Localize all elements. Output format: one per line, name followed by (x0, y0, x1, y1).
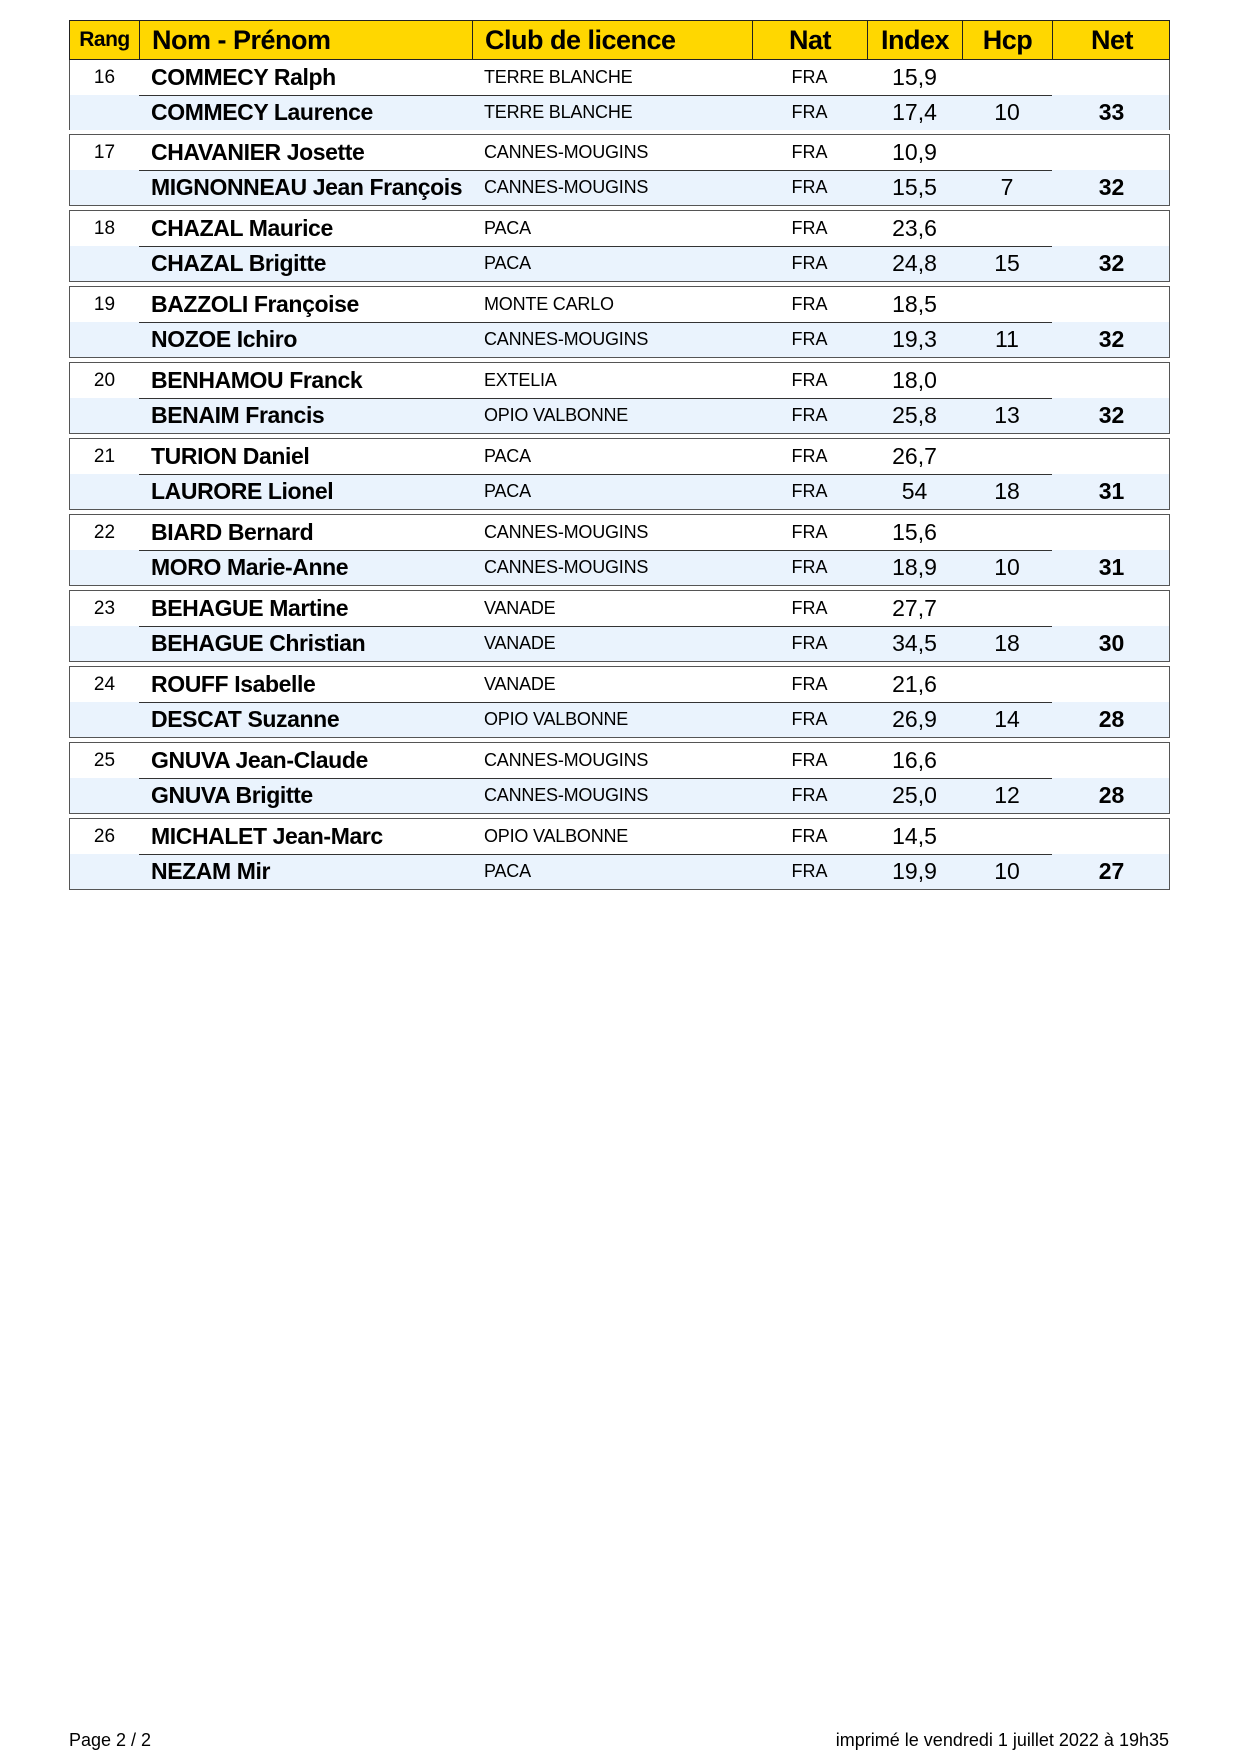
hcp-value: 10 (994, 554, 1020, 580)
nationality: FRA (791, 598, 828, 618)
index-value: 27,7 (892, 595, 937, 621)
hcp-value (962, 60, 1052, 95)
nationality: FRA (791, 633, 828, 653)
row-divider (139, 626, 1052, 627)
club-name: CANNES-MOUGINS (484, 142, 649, 162)
header-nom: Nom - Prénom (139, 21, 472, 59)
club-name: VANADE (484, 598, 556, 618)
index-value: 16,6 (892, 747, 937, 773)
rank-cell (70, 626, 139, 661)
rank-cell (70, 322, 139, 357)
club-name: EXTELIA (484, 370, 557, 390)
team-block (69, 286, 1170, 358)
nationality: FRA (791, 253, 828, 273)
team-block (69, 438, 1170, 510)
nationality: FRA (791, 294, 828, 314)
player-name: MORO Marie-Anne (151, 554, 349, 580)
hcp-value (962, 211, 1052, 246)
net-score (1052, 60, 1171, 95)
net-score (1052, 667, 1171, 702)
club-name: CANNES-MOUGINS (484, 785, 649, 805)
index-value: 25,8 (892, 402, 937, 428)
rank-cell: 23 (93, 597, 116, 619)
hcp-value: 18 (994, 478, 1020, 504)
player-name: DESCAT Suzanne (151, 706, 340, 732)
net-score: 32 (1098, 326, 1125, 352)
nationality: FRA (791, 67, 828, 87)
player-row (70, 515, 1169, 550)
nationality: FRA (791, 750, 828, 770)
rank-cell (70, 550, 139, 585)
hcp-value: 15 (994, 250, 1020, 276)
hcp-value: 14 (994, 706, 1020, 732)
rank-cell (70, 702, 139, 737)
nationality: FRA (791, 218, 828, 238)
index-value: 19,3 (892, 326, 937, 352)
team-block (69, 590, 1170, 662)
rank-cell: 24 (93, 673, 116, 695)
team-block (69, 362, 1170, 434)
page-number: Page 2 / 2 (69, 1730, 152, 1750)
rank-cell: 19 (93, 293, 116, 315)
net-score: 27 (1098, 858, 1125, 884)
player-name: MICHALET Jean-Marc (151, 823, 383, 849)
index-value: 18,5 (892, 291, 937, 317)
index-value: 23,6 (892, 215, 937, 241)
net-score: 32 (1098, 250, 1125, 276)
team-block (69, 134, 1170, 206)
hcp-value (962, 135, 1052, 170)
nationality: FRA (791, 522, 828, 542)
hcp-value: 12 (994, 782, 1020, 808)
rank-cell: 21 (93, 445, 116, 467)
club-name: CANNES-MOUGINS (484, 522, 649, 542)
header-club: Club de licence (472, 21, 752, 59)
results-table (69, 20, 1170, 890)
rank-cell (70, 95, 139, 130)
net-score: 33 (1098, 99, 1125, 125)
index-value: 26,9 (892, 706, 937, 732)
net-score: 28 (1098, 706, 1125, 732)
rank-cell: 17 (93, 141, 116, 163)
player-row (70, 626, 1169, 661)
club-name: PACA (484, 253, 531, 273)
rank-cell (70, 778, 139, 813)
player-row (70, 398, 1169, 433)
club-name: CANNES-MOUGINS (484, 177, 649, 197)
row-divider (139, 398, 1052, 399)
player-row (70, 439, 1169, 474)
club-name: CANNES-MOUGINS (484, 329, 649, 349)
net-score (1052, 743, 1171, 778)
index-value: 18,0 (892, 367, 937, 393)
player-name: NOZOE Ichiro (151, 326, 297, 352)
club-name: VANADE (484, 633, 556, 653)
hcp-value (962, 591, 1052, 626)
rank-cell: 16 (93, 66, 116, 88)
row-divider (139, 702, 1052, 703)
rank-cell: 20 (93, 369, 116, 391)
rank-cell (70, 474, 139, 509)
club-name: TERRE BLANCHE (484, 67, 633, 87)
player-name: NEZAM Mir (151, 858, 271, 884)
player-name: GNUVA Brigitte (151, 782, 313, 808)
index-value: 14,5 (892, 823, 937, 849)
player-name: BAZZOLI Françoise (151, 291, 359, 317)
nationality: FRA (791, 102, 828, 122)
club-name: MONTE CARLO (484, 294, 614, 314)
row-divider (139, 778, 1052, 779)
player-row (70, 591, 1169, 626)
player-row (70, 743, 1169, 778)
nationality: FRA (791, 674, 828, 694)
net-score (1052, 819, 1171, 854)
player-name: COMMECY Ralph (151, 64, 336, 90)
index-value: 18,9 (892, 554, 937, 580)
club-name: PACA (484, 446, 531, 466)
row-divider (139, 550, 1052, 551)
hcp-value (962, 743, 1052, 778)
player-name: MIGNONNEAU Jean François (151, 174, 463, 200)
net-score: 32 (1098, 174, 1125, 200)
nationality: FRA (791, 177, 828, 197)
hcp-value: 10 (994, 858, 1020, 884)
rank-cell (70, 398, 139, 433)
net-score (1052, 135, 1171, 170)
rank-cell: 22 (93, 521, 116, 543)
hcp-value: 18 (994, 630, 1020, 656)
team-list (69, 60, 1170, 890)
row-divider (139, 95, 1052, 96)
player-name: CHAZAL Brigitte (151, 250, 327, 276)
nationality: FRA (791, 481, 828, 501)
player-row (70, 778, 1169, 813)
header-net: Net (1052, 21, 1171, 59)
net-score (1052, 211, 1171, 246)
club-name: OPIO VALBONNE (484, 709, 629, 729)
index-value: 54 (901, 478, 928, 504)
print-date: imprimé le vendredi 1 juillet 2022 à 19h35 (835, 1730, 1169, 1750)
table-header (69, 20, 1170, 60)
nationality: FRA (791, 826, 828, 846)
net-score: 30 (1098, 630, 1125, 656)
nationality: FRA (791, 709, 828, 729)
team-block (69, 818, 1170, 890)
index-value: 15,6 (892, 519, 937, 545)
hcp-value: 7 (1000, 174, 1014, 200)
club-name: VANADE (484, 674, 556, 694)
player-row (70, 60, 1169, 95)
club-name: OPIO VALBONNE (484, 826, 629, 846)
index-value: 25,0 (892, 782, 937, 808)
team-block (69, 666, 1170, 738)
hcp-value (962, 363, 1052, 398)
index-value: 21,6 (892, 671, 937, 697)
net-score (1052, 439, 1171, 474)
player-row (70, 95, 1169, 130)
player-row (70, 246, 1169, 281)
row-divider (139, 854, 1052, 855)
club-name: CANNES-MOUGINS (484, 750, 649, 770)
index-value: 15,9 (892, 64, 937, 90)
player-name: BENHAMOU Franck (151, 367, 363, 393)
nationality: FRA (791, 142, 828, 162)
header-index: Index (867, 21, 962, 59)
player-row (70, 287, 1169, 322)
rank-cell: 26 (93, 825, 116, 847)
header-hcp: Hcp (962, 21, 1052, 59)
player-name: CHAZAL Maurice (151, 215, 333, 241)
rank-cell (70, 854, 139, 889)
net-score (1052, 515, 1171, 550)
player-row (70, 854, 1169, 889)
player-row (70, 550, 1169, 585)
rank-cell: 25 (93, 749, 116, 771)
row-divider (139, 170, 1052, 171)
club-name: TERRE BLANCHE (484, 102, 633, 122)
player-row (70, 322, 1169, 357)
net-score (1052, 287, 1171, 322)
player-name: COMMECY Laurence (151, 99, 373, 125)
row-divider (139, 322, 1052, 323)
nationality: FRA (791, 370, 828, 390)
index-value: 19,9 (892, 858, 937, 884)
club-name: PACA (484, 218, 531, 238)
index-value: 15,5 (892, 174, 937, 200)
club-name: PACA (484, 481, 531, 501)
team-block (69, 514, 1170, 586)
player-row (70, 170, 1169, 205)
index-value: 26,7 (892, 443, 937, 469)
club-name: PACA (484, 861, 531, 881)
net-score: 32 (1098, 402, 1125, 428)
team-block (69, 60, 1170, 130)
player-row (70, 667, 1169, 702)
index-value: 24,8 (892, 250, 937, 276)
hcp-value: 13 (994, 402, 1020, 428)
hcp-value (962, 439, 1052, 474)
player-name: ROUFF Isabelle (151, 671, 316, 697)
player-name: BENAIM Francis (151, 402, 325, 428)
player-name: BEHAGUE Christian (151, 630, 366, 656)
player-name: LAURORE Lionel (151, 478, 334, 504)
nationality: FRA (791, 861, 828, 881)
row-divider (139, 474, 1052, 475)
hcp-value (962, 287, 1052, 322)
hcp-value: 11 (995, 326, 1019, 352)
net-score: 31 (1098, 478, 1125, 504)
net-score: 28 (1098, 782, 1125, 808)
nationality: FRA (791, 446, 828, 466)
team-block (69, 742, 1170, 814)
index-value: 34,5 (892, 630, 937, 656)
player-name: GNUVA Jean-Claude (151, 747, 368, 773)
player-row (70, 474, 1169, 509)
player-name: BIARD Bernard (151, 519, 314, 545)
player-name: TURION Daniel (151, 443, 310, 469)
row-divider (139, 246, 1052, 247)
index-value: 10,9 (892, 139, 937, 165)
net-score (1052, 591, 1171, 626)
header-nat: Nat (752, 21, 867, 59)
player-row (70, 211, 1169, 246)
index-value: 17,4 (892, 99, 937, 125)
hcp-value: 10 (994, 99, 1020, 125)
nationality: FRA (791, 329, 828, 349)
nationality: FRA (791, 557, 828, 577)
player-name: CHAVANIER Josette (151, 139, 365, 165)
club-name: OPIO VALBONNE (484, 405, 629, 425)
nationality: FRA (791, 405, 828, 425)
rank-cell (70, 246, 139, 281)
net-score (1052, 363, 1171, 398)
rank-cell (70, 170, 139, 205)
player-row (70, 363, 1169, 398)
nationality: FRA (791, 785, 828, 805)
player-row (70, 135, 1169, 170)
club-name: CANNES-MOUGINS (484, 557, 649, 577)
team-block (69, 210, 1170, 282)
hcp-value (962, 819, 1052, 854)
rank-cell: 18 (93, 217, 116, 239)
player-row (70, 819, 1169, 854)
hcp-value (962, 667, 1052, 702)
hcp-value (962, 515, 1052, 550)
player-name: BEHAGUE Martine (151, 595, 349, 621)
net-score: 31 (1098, 554, 1125, 580)
header-rang: Rang (79, 28, 130, 51)
player-row (70, 702, 1169, 737)
